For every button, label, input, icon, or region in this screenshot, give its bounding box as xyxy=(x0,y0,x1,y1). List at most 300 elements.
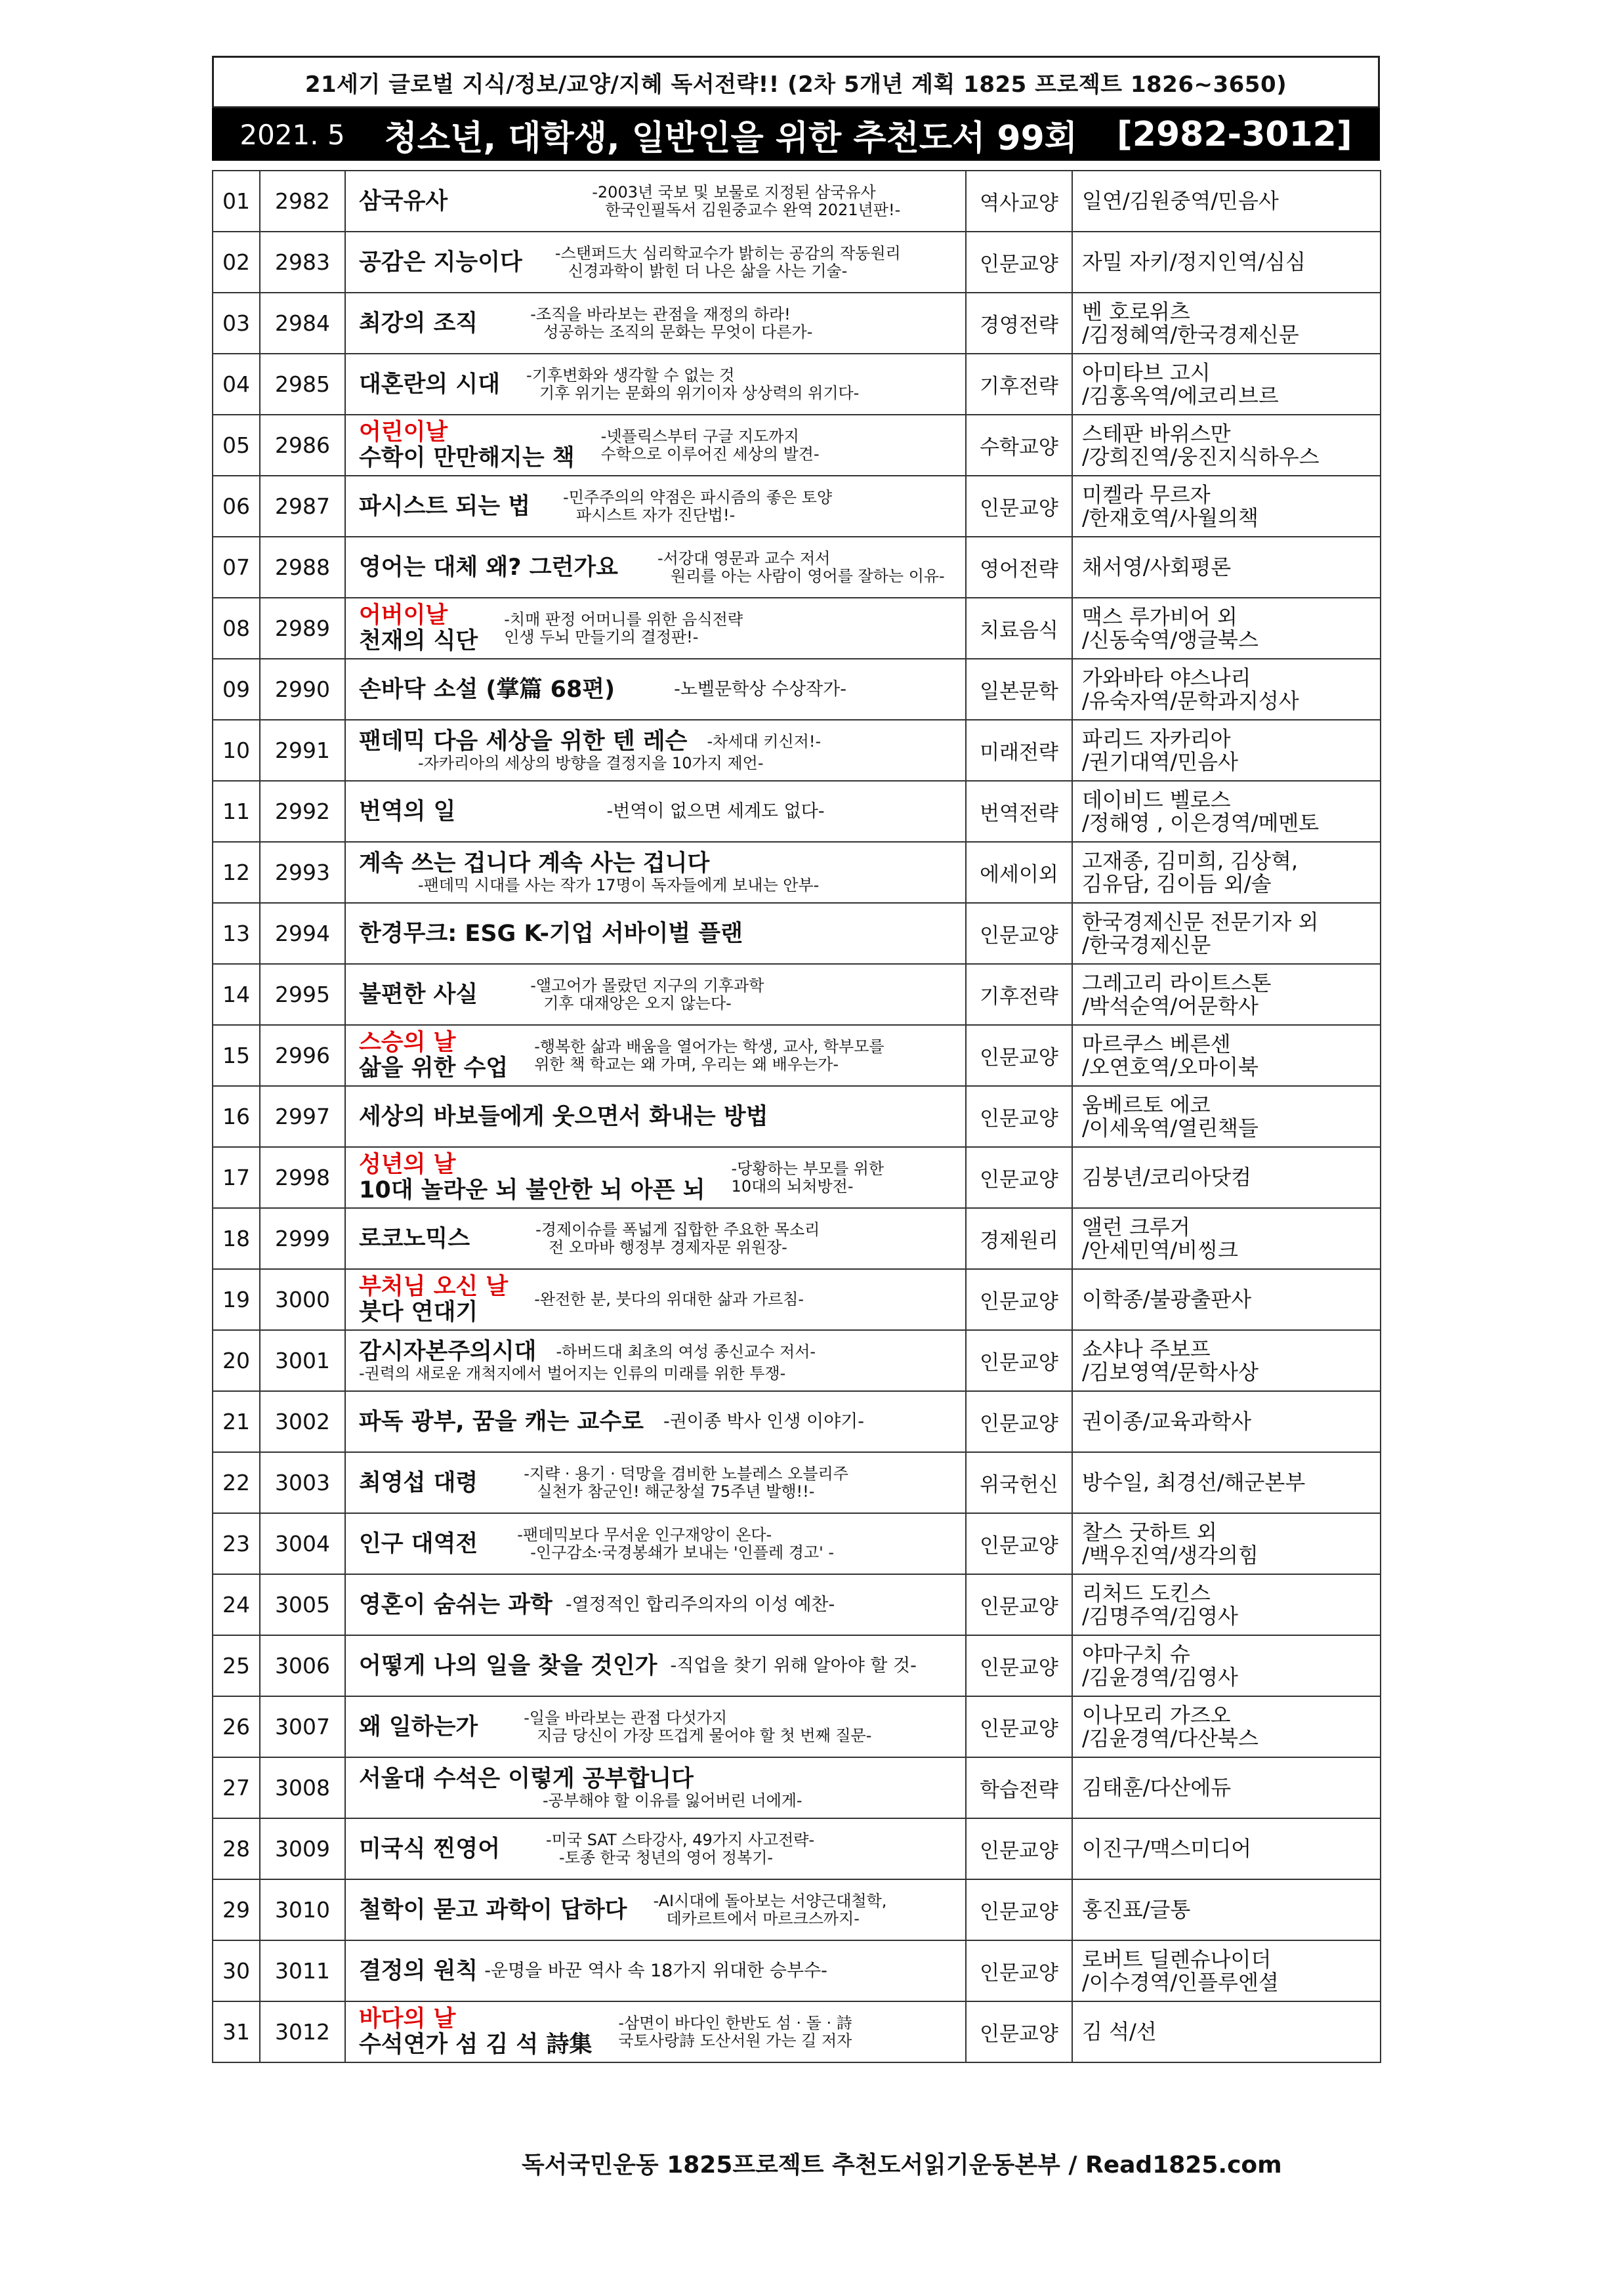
book-id: 2995 xyxy=(260,964,345,1025)
description-line-1: -직업을 찾기 위해 알아야 할 것- xyxy=(670,1656,917,1676)
row-number: 17 xyxy=(213,1147,260,1208)
book-author-cell xyxy=(1072,1086,1381,1147)
book-title-cell xyxy=(345,171,966,232)
table-row xyxy=(213,1879,1381,1940)
book-description xyxy=(530,977,764,1012)
table-row xyxy=(213,1391,1381,1452)
book-description xyxy=(618,2014,852,2050)
book-id: 2983 xyxy=(260,232,345,293)
book-category: 에세이외 xyxy=(966,842,1072,903)
book-table xyxy=(212,170,1381,2063)
book-title: 로코노믹스 xyxy=(359,1225,470,1252)
book-title: 파독 광부, 꿈을 캐는 교수로 xyxy=(359,1408,644,1435)
author-line-2: /한국경제신문 xyxy=(1082,932,1211,957)
book-author-cell xyxy=(1072,171,1381,232)
description-line-2: 실천가 참군인! 해군창설 75주년 발행!!- xyxy=(537,1482,815,1501)
description-line-1: -앨고어가 몰랐던 지구의 기후과학 xyxy=(530,976,764,995)
description-line-1: -민주주의의 약점은 파시즘의 좋은 토양 xyxy=(563,488,833,507)
book-title-cell xyxy=(345,2001,966,2062)
title-line xyxy=(359,1339,959,1365)
author-line-1: 일연/김원중역/민음사 xyxy=(1082,188,1279,213)
author-line-1: 아미타브 고시 xyxy=(1082,360,1211,385)
book-description xyxy=(524,1709,871,1745)
author-line-1: 채서영/사회평론 xyxy=(1082,554,1232,579)
author-line-2: /안세민역/비씽크 xyxy=(1082,1237,1238,1263)
book-id: 2987 xyxy=(260,476,345,537)
header-subtitle: 21세기 글로벌 지식/정보/교양/지혜 독서전략!! (2차 5개년 계획 1825 프로젝트 1826~3650) xyxy=(212,56,1380,108)
author-line-1: 자밀 자키/정지인역/심심 xyxy=(1082,249,1306,274)
book-title-cell xyxy=(345,1635,966,1696)
description-line-2: 한국인필독서 김원중교수 완역 2021년판!- xyxy=(605,200,901,219)
book-title-cell xyxy=(345,1025,966,1086)
header-range: [2982-3012] xyxy=(1117,115,1352,154)
description-line-2: 데카르트에서 마르크스까지- xyxy=(666,1909,860,1928)
book-author-cell xyxy=(1072,1879,1381,1940)
book-category: 인문교양 xyxy=(966,1086,1072,1147)
description-line-2: 수학으로 이루어진 세상의 발견- xyxy=(600,444,820,463)
occasion-label: 스승의 날 xyxy=(359,1029,456,1056)
table-row xyxy=(213,1818,1381,1879)
title-block xyxy=(359,1030,959,1081)
book-category: 인문교양 xyxy=(966,1269,1072,1330)
author-line-2: 김유담, 김이듬 외/솔 xyxy=(1082,871,1272,896)
book-author-cell xyxy=(1072,1025,1381,1086)
book-title: 10대 놀라운 뇌 불안한 뇌 아픈 뇌 xyxy=(359,1177,705,1203)
author-line-1: 벤 호로위츠 xyxy=(1082,299,1190,324)
book-category: 인문교양 xyxy=(966,232,1072,293)
book-category: 일본문학 xyxy=(966,659,1072,720)
author-line-1: 스테판 바위스만 xyxy=(1082,421,1231,446)
row-number: 01 xyxy=(213,171,260,232)
book-category: 인문교양 xyxy=(966,1696,1072,1757)
book-title-cell xyxy=(345,354,966,415)
book-title: 수석연가 섬 김 석 詩集 xyxy=(359,2031,593,2058)
book-title: 미국식 찐영어 xyxy=(359,1835,501,1862)
table-row xyxy=(213,598,1381,659)
book-title-cell xyxy=(345,1757,966,1818)
book-id: 3009 xyxy=(260,1818,345,1879)
description-line-2: 10대의 뇌처방전- xyxy=(731,1177,854,1196)
book-title: 한경무크: ESG K-기업 서바이벌 플랜 xyxy=(359,920,743,947)
book-author-cell xyxy=(1072,842,1381,903)
description-line-1: -팬데믹보다 무서운 인구재앙이 온다- xyxy=(517,1525,772,1544)
book-title: 삼국유사 xyxy=(359,188,448,215)
row-number: 05 xyxy=(213,415,260,476)
book-title: 붓다 연대기 xyxy=(359,1299,478,1325)
book-category: 인문교양 xyxy=(966,1818,1072,1879)
book-id: 3012 xyxy=(260,2001,345,2062)
table-row xyxy=(213,171,1381,232)
book-description xyxy=(504,611,743,646)
row-number: 28 xyxy=(213,1818,260,1879)
author-line-1: 마르쿠스 베른센 xyxy=(1082,1031,1231,1056)
book-category: 인문교양 xyxy=(966,1330,1072,1391)
book-title: 영어는 대체 왜? 그런가요 xyxy=(359,554,618,581)
book-category: 인문교양 xyxy=(966,1391,1072,1452)
title-line xyxy=(359,1465,959,1501)
book-id: 2994 xyxy=(260,903,345,964)
book-id: 2993 xyxy=(260,842,345,903)
book-category: 미래전략 xyxy=(966,720,1072,781)
book-title-cell xyxy=(345,293,966,354)
description-line-1: -AI시대에 돌아보는 서양근대철학, xyxy=(653,1891,887,1910)
book-title: 인구 대역전 xyxy=(359,1530,478,1557)
book-title-cell xyxy=(345,537,966,598)
book-title-cell xyxy=(345,720,966,781)
book-author-cell xyxy=(1072,476,1381,537)
book-title: 결정의 원칙 xyxy=(359,1957,478,1984)
title-line xyxy=(359,921,959,947)
book-id: 2991 xyxy=(260,720,345,781)
description-line-2: -권력의 새로운 개척지에서 벌어지는 인류의 미래를 위한 투쟁- xyxy=(359,1364,786,1383)
book-author-cell xyxy=(1072,1574,1381,1635)
book-author-cell xyxy=(1072,1269,1381,1330)
row-number: 22 xyxy=(213,1452,260,1513)
book-title-cell xyxy=(345,1391,966,1452)
title-line xyxy=(359,1592,959,1618)
book-id: 3001 xyxy=(260,1330,345,1391)
row-number: 26 xyxy=(213,1696,260,1757)
book-id: 2986 xyxy=(260,415,345,476)
book-author-cell xyxy=(1072,232,1381,293)
table-row xyxy=(213,2001,1381,2062)
book-author-cell xyxy=(1072,1757,1381,1818)
description-line-1: -운명을 바꾼 역사 속 18가지 위대한 승부수- xyxy=(484,1961,827,1981)
table-row xyxy=(213,1940,1381,2001)
author-line-1: 김 석/선 xyxy=(1082,2019,1157,2044)
book-title-cell xyxy=(345,1147,966,1208)
book-author-cell xyxy=(1072,354,1381,415)
author-line-1: 맥스 루가비어 외 xyxy=(1082,604,1238,629)
title-block xyxy=(359,603,959,654)
book-category: 인문교양 xyxy=(966,2001,1072,2062)
author-line-1: 이진구/맥스미디어 xyxy=(1082,1836,1252,1861)
occasion-label: 성년의 날 xyxy=(359,1151,456,1178)
book-title-cell xyxy=(345,903,966,964)
title-line xyxy=(359,489,959,524)
author-line-2: /김명주역/김영사 xyxy=(1082,1603,1238,1629)
book-id: 2985 xyxy=(260,354,345,415)
author-line-1: 가와바타 야스나리 xyxy=(1082,665,1251,690)
title-line xyxy=(359,1958,959,1984)
author-line-1: 파리드 자카리아 xyxy=(1082,726,1231,751)
book-title: 공감은 지능이다 xyxy=(359,249,522,276)
row-number: 25 xyxy=(213,1635,260,1696)
table-row xyxy=(213,415,1381,476)
book-author-cell xyxy=(1072,659,1381,720)
header-title: 청소년, 대학생, 일반인을 위한 추천도서 99회 xyxy=(384,118,1078,158)
book-description xyxy=(524,1465,848,1501)
book-id: 3010 xyxy=(260,1879,345,1940)
book-title: 손바닥 소설 (掌篇 68편) xyxy=(359,676,615,703)
table-row xyxy=(213,293,1381,354)
book-id: 3004 xyxy=(260,1513,345,1574)
row-number: 23 xyxy=(213,1513,260,1574)
table-row xyxy=(213,781,1381,842)
description-line-1: -스탠퍼드大 심리학교수가 밝히는 공감의 작동원리 xyxy=(554,243,901,262)
author-line-1: 야마구치 슈 xyxy=(1082,1641,1190,1667)
book-author-cell xyxy=(1072,2001,1381,2062)
book-category: 수학교양 xyxy=(966,415,1072,476)
book-category: 경제원리 xyxy=(966,1208,1072,1269)
book-category: 역사교양 xyxy=(966,171,1072,232)
table-row xyxy=(213,1208,1381,1269)
description-line-2: -인구감소·국경봉쇄가 보내는 '인플레 경고' - xyxy=(530,1543,835,1562)
book-id: 2982 xyxy=(260,171,345,232)
book-title-cell xyxy=(345,1330,966,1391)
header-date: 2021. 5 xyxy=(239,118,345,151)
row-number: 20 xyxy=(213,1330,260,1391)
description-line-1: -행복한 삶과 배움을 열어가는 학생, 교사, 학부모를 xyxy=(534,1037,885,1056)
book-id: 3005 xyxy=(260,1574,345,1635)
book-description xyxy=(546,1831,814,1867)
book-title: 불편한 사실 xyxy=(359,981,478,1008)
book-category: 위국헌신 xyxy=(966,1452,1072,1513)
book-id: 2992 xyxy=(260,781,345,842)
title-line xyxy=(359,1653,959,1679)
table-row xyxy=(213,842,1381,903)
author-line-1: 김태훈/다산에듀 xyxy=(1082,1775,1232,1800)
row-number: 18 xyxy=(213,1208,260,1269)
book-title: 번역의 일 xyxy=(359,798,456,825)
description-line-2: 위한 책 학교는 왜 가며, 우리는 왜 배우는가- xyxy=(534,1054,839,1074)
book-id: 3000 xyxy=(260,1269,345,1330)
description-line-1: -2003년 국보 및 보물로 지정된 삼국유사 xyxy=(592,182,876,201)
author-line-1: 앨런 크루거 xyxy=(1082,1214,1190,1240)
row-number: 31 xyxy=(213,2001,260,2062)
title-line xyxy=(359,799,959,825)
title-line xyxy=(359,850,959,877)
book-title-cell xyxy=(345,415,966,476)
book-title: 어떻게 나의 일을 찾을 것인가 xyxy=(359,1652,657,1679)
book-description xyxy=(534,1038,884,1074)
author-line-2: /오연호역/오마이북 xyxy=(1082,1054,1259,1079)
table-row xyxy=(213,537,1381,598)
description-line-1: -공부해야 할 이유를 잃어버린 너에게- xyxy=(543,1791,802,1810)
book-title-cell xyxy=(345,1269,966,1330)
book-author-cell xyxy=(1072,781,1381,842)
book-category: 인문교양 xyxy=(966,1879,1072,1940)
book-author-cell xyxy=(1072,293,1381,354)
description-line-1: -조직을 바라보는 관점을 재정의 하라! xyxy=(530,304,791,324)
title-line xyxy=(359,728,959,755)
author-line-2: /권기대역/민음사 xyxy=(1082,749,1238,774)
table-row xyxy=(213,964,1381,1025)
book-title: 파시스트 되는 법 xyxy=(359,493,531,520)
book-id: 3011 xyxy=(260,1940,345,2001)
row-number: 21 xyxy=(213,1391,260,1452)
description-line-1: -서강대 영문과 교수 저서 xyxy=(657,549,831,568)
title-stack xyxy=(359,1274,508,1325)
book-category: 인문교양 xyxy=(966,1513,1072,1574)
description-line-2: 기후 대재앙은 오지 않는다- xyxy=(543,993,732,1012)
row-number: 03 xyxy=(213,293,260,354)
book-title-cell xyxy=(345,1879,966,1940)
row-number: 04 xyxy=(213,354,260,415)
row-number: 15 xyxy=(213,1025,260,1086)
title-stack xyxy=(359,1030,508,1081)
book-id: 3002 xyxy=(260,1391,345,1452)
description-line-1: -차세대 키신저!- xyxy=(707,732,822,751)
book-description xyxy=(535,1221,820,1257)
author-line-1: 방수일, 최경선/해군본부 xyxy=(1082,1470,1306,1495)
description-line-1: -완전한 분, 붓다의 위대한 삶과 가르침- xyxy=(534,1290,804,1308)
description-line-2: 성공하는 조직의 문화는 무엇이 다른가- xyxy=(543,322,813,341)
book-author-cell xyxy=(1072,1635,1381,1696)
author-line-2: /강희진역/웅진지식하우스 xyxy=(1082,444,1320,469)
page-frame xyxy=(212,56,1380,2063)
book-title: 삶을 위한 수업 xyxy=(359,1054,509,1081)
book-title: 감시자본주의시대 xyxy=(359,1339,537,1365)
book-author-cell xyxy=(1072,1147,1381,1208)
book-id: 2990 xyxy=(260,659,345,720)
book-title: 세상의 바보들에게 웃으면서 화내는 방법 xyxy=(359,1103,768,1130)
table-row xyxy=(213,1269,1381,1330)
book-title-cell xyxy=(345,964,966,1025)
book-author-cell xyxy=(1072,1513,1381,1574)
row-number: 08 xyxy=(213,598,260,659)
row-number: 11 xyxy=(213,781,260,842)
book-author-cell xyxy=(1072,1696,1381,1757)
book-title-cell xyxy=(345,1574,966,1635)
author-line-2: /박석순역/어문학사 xyxy=(1082,993,1259,1018)
table-row xyxy=(213,1025,1381,1086)
book-author-cell xyxy=(1072,1391,1381,1452)
book-category: 기후전략 xyxy=(966,964,1072,1025)
book-description xyxy=(732,1160,885,1196)
book-title-cell xyxy=(345,598,966,659)
description-line-2: -자카리아의 세상의 방향을 결정지을 10가지 제언- xyxy=(418,754,764,772)
book-title-cell xyxy=(345,1513,966,1574)
book-author-cell xyxy=(1072,1208,1381,1269)
title-line xyxy=(359,977,959,1012)
book-category: 인문교양 xyxy=(966,1574,1072,1635)
book-title: 대혼란의 시대 xyxy=(359,371,501,398)
book-author-cell xyxy=(1072,1452,1381,1513)
row-number: 02 xyxy=(213,232,260,293)
title-line xyxy=(359,1409,959,1435)
book-title-cell xyxy=(345,1208,966,1269)
description-line-1: -팬데믹 시대를 사는 작가 17명이 독자들에게 보내는 안부- xyxy=(418,876,820,894)
book-title: 서울대 수석은 이렇게 공부합니다 xyxy=(359,1766,694,1792)
table-row xyxy=(213,1513,1381,1574)
description-line-1: -열정적인 합리주의자의 이성 예찬- xyxy=(565,1595,835,1615)
book-title: 왜 일하는가 xyxy=(359,1713,478,1740)
book-author-cell xyxy=(1072,415,1381,476)
book-category: 인문교양 xyxy=(966,1147,1072,1208)
row-number: 09 xyxy=(213,659,260,720)
table-row xyxy=(213,1147,1381,1208)
author-line-2: /김보영역/문학사상 xyxy=(1082,1359,1259,1385)
description-line-1: -치매 판정 어머니를 위한 음식전략 xyxy=(504,610,743,629)
title-line xyxy=(359,1526,959,1562)
book-category: 인문교양 xyxy=(966,1025,1072,1086)
author-line-1: 찰스 굿하트 외 xyxy=(1082,1519,1217,1545)
row-number: 16 xyxy=(213,1086,260,1147)
author-line-1: 로버트 딜렌슈나이더 xyxy=(1082,1946,1272,1972)
author-line-1: 한국경제신문 전문기자 외 xyxy=(1082,909,1319,934)
book-title-cell xyxy=(345,1696,966,1757)
book-title: 영혼이 숨쉬는 과학 xyxy=(359,1591,552,1618)
header-title-bar xyxy=(212,108,1380,161)
description-line-2: 지금 당신이 가장 뜨겁게 물어야 할 첫 번째 질문- xyxy=(537,1726,872,1745)
author-line-1: 쇼샤나 주보프 xyxy=(1082,1336,1211,1362)
title-line xyxy=(359,677,959,703)
book-category: 학습전략 xyxy=(966,1757,1072,1818)
book-category: 인문교양 xyxy=(966,1635,1072,1696)
title-block xyxy=(359,1152,959,1203)
row-number: 30 xyxy=(213,1940,260,2001)
table-row xyxy=(213,476,1381,537)
book-category: 영어전략 xyxy=(966,537,1072,598)
book-category: 치료음식 xyxy=(966,598,1072,659)
description-line-2: 인생 두뇌 만들기의 결정판!- xyxy=(504,627,699,646)
book-title: 최강의 조직 xyxy=(359,310,478,337)
book-id: 2997 xyxy=(260,1086,345,1147)
description-line-1: -일을 바라보는 관점 다섯가지 xyxy=(524,1708,728,1727)
description-line-1: -넷플릭스부터 구글 지도까지 xyxy=(600,427,799,446)
book-title-cell xyxy=(345,476,966,537)
title-line xyxy=(359,550,959,585)
author-line-2: /김홍옥역/에코리브르 xyxy=(1082,383,1279,408)
book-id: 3003 xyxy=(260,1452,345,1513)
author-line-1: 움베르토 에코 xyxy=(1082,1092,1211,1117)
description-line-1: -노벨문학상 수상작가- xyxy=(674,679,846,699)
description-line-2: 기후 위기는 문화의 위기이자 상상력의 위기다- xyxy=(539,383,860,402)
author-line-1: 미켈라 무르자 xyxy=(1082,482,1211,507)
row-number: 24 xyxy=(213,1574,260,1635)
book-description xyxy=(555,245,901,280)
description-line-2: -토종 한국 청년의 영어 정복기- xyxy=(559,1848,774,1867)
book-author-cell xyxy=(1072,720,1381,781)
author-line-2: /한재호역/사월의책 xyxy=(1082,505,1259,530)
author-line-2: /신동숙역/앵글북스 xyxy=(1082,627,1259,652)
table-row xyxy=(213,720,1381,781)
title-line xyxy=(359,306,959,341)
description-line-1: -경제이슈를 폭넓게 집합한 주요한 목소리 xyxy=(535,1220,820,1239)
description-line-2: 신경과학이 밝힌 더 나은 삶을 사는 기술- xyxy=(568,261,848,280)
book-id: 2989 xyxy=(260,598,345,659)
row-number: 13 xyxy=(213,903,260,964)
book-id: 2988 xyxy=(260,537,345,598)
author-line-1: 이나모리 가즈오 xyxy=(1082,1702,1231,1728)
description-line-1: -번역이 없으면 세계도 없다- xyxy=(606,801,825,822)
book-author-cell xyxy=(1072,537,1381,598)
author-line-1: 김붕년/코리아닷컴 xyxy=(1082,1165,1252,1190)
book-title: 철학이 묻고 과학이 답하다 xyxy=(359,1896,627,1923)
table-row xyxy=(213,903,1381,964)
book-category: 경영전략 xyxy=(966,293,1072,354)
book-title-cell xyxy=(345,1940,966,2001)
author-line-1: 고재종, 김미희, 김상혁, xyxy=(1082,848,1299,873)
description-line-1: -미국 SAT 스타강사, 49가지 사고전략- xyxy=(546,1830,815,1849)
book-description xyxy=(534,1291,804,1308)
book-category: 번역전략 xyxy=(966,781,1072,842)
author-line-2: /유숙자역/문학과지성사 xyxy=(1082,688,1299,713)
book-title-cell xyxy=(345,842,966,903)
title-line xyxy=(359,1892,959,1928)
occasion-label: 어버이날 xyxy=(359,602,448,629)
table-row xyxy=(213,354,1381,415)
author-line-1: 데이비드 벨로스 xyxy=(1082,787,1231,812)
row-number: 29 xyxy=(213,1879,260,1940)
book-description xyxy=(653,1892,886,1928)
author-line-2: /이세욱역/열린책들 xyxy=(1082,1115,1259,1140)
row-number: 06 xyxy=(213,476,260,537)
title-line xyxy=(359,1831,959,1867)
row-number: 14 xyxy=(213,964,260,1025)
row-number: 10 xyxy=(213,720,260,781)
